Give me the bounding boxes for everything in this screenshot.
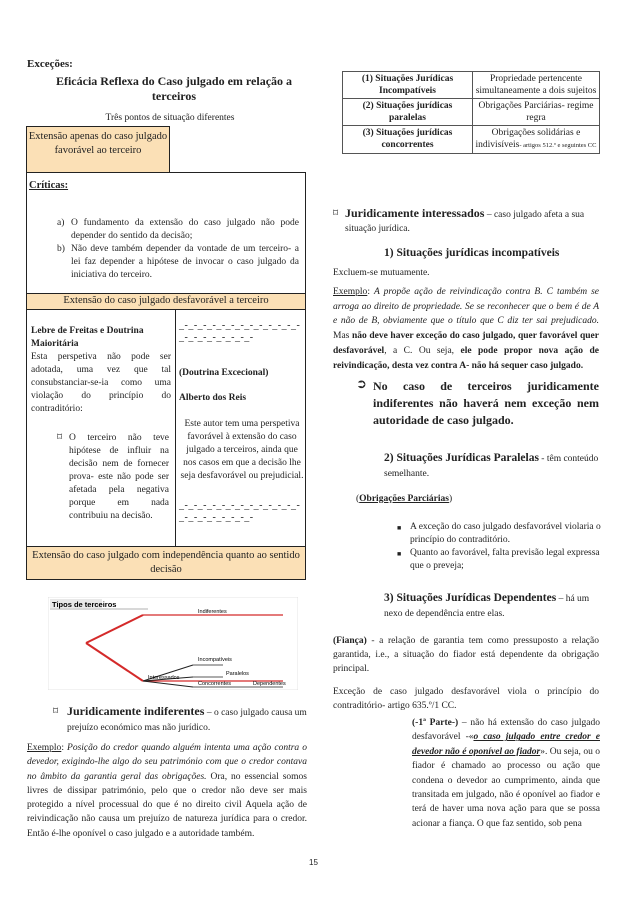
cell-r1c2: Propriedade pertencente simultaneamente a dois sujeitos — [473, 72, 600, 99]
lebre-title: Lebre de Freitas e Doutrina Maioritária — [31, 326, 144, 349]
obrig-par: (Obrigações Parciárias) — [356, 494, 453, 504]
excluem: Excluem-se mutuamente. — [333, 268, 430, 278]
bullet-icon-ji: ⌑ — [53, 706, 59, 717]
crit-a-text: O fundamento da extensão do caso julgado não pode depender do sentido da decisão; — [71, 218, 299, 241]
box-independencia-label: Extensão do caso julgado com independência quanto ao sentido decisão — [32, 550, 300, 575]
doutrina-excecional: (Doutrina Excecional) — [179, 368, 269, 378]
page-number: 15 — [309, 858, 318, 867]
crit-b-text: Não deve também depender da vontade de um terceiro- a lei faz depender a hipótese de invocar o caso julgado da iniciativa do terceiro. — [71, 244, 299, 280]
diagram-l5: Concorrentes — [198, 681, 232, 687]
criticas-box — [26, 172, 306, 294]
crit-b-label: b) — [57, 244, 65, 254]
ex1-label: Exemplo — [333, 287, 368, 297]
parte-1 — [412, 716, 600, 831]
bullet-icon: ⌑ — [57, 432, 63, 443]
table-row — [343, 99, 600, 126]
parte-label: (-1ª Parte-) — [412, 718, 459, 728]
page-title: Eficácia Reflexa do Caso julgado em relação a terceiros — [55, 74, 293, 103]
cell-r3c1: (3) Situações jurídicas concorrentes — [343, 126, 473, 154]
cell-r2c1: (2) Situações jurídicas paralelas — [343, 99, 473, 126]
alberto-dos-reis: Alberto dos Reis — [179, 393, 247, 403]
ex1-text-a: Mas — [333, 331, 352, 342]
fianca-text: - a relação de garantia tem como pressuposto a relação garantida, i.e., a situação do fiador está dependente da obrigação principal. — [333, 636, 599, 674]
ji-label: Juridicamente indiferentes — [67, 704, 205, 718]
dashes-bottom: _-_-_-_-_-_-_-_-_-_-_-_-_-_-_-_-_-_-_-_-_- — [179, 500, 301, 523]
diagram-l2: Incompatíveis — [198, 657, 232, 663]
diagram-svg — [48, 597, 298, 690]
dashes-top: _-_-_-_-_-_-_-_-_-_-_-_-_-_-_-_-_-_-_-_-_- — [179, 320, 301, 343]
diagram-l1: Indiferentes — [198, 609, 227, 615]
parte-text-a: – não há extensão do caso julgado desfavorável -« — [412, 718, 601, 743]
list-item: ■ A exceção do caso julgado desfavorável violaria o princípio do contraditório. — [410, 521, 612, 547]
alberto-text: Este autor tem uma perspetiva favorável à extensão do caso julgado a terceiros, ainda que nos casos em que a decisão lhe seja desfavorável ou prejudicial. — [180, 419, 304, 481]
ji-example: Exemplo: Posição do credor quando alguém intenta uma ação contra o devedor, exigindo-lhe algo do seu património com que o credor contava no âmbito da garantia geral das obrigações. Ora, no essencial somos livres de dissipar património, pelo que o credor não deve ser mais protegido a nível processual do que é no direito civil Aquela ação de reivindicação não causa um prejuízo de natureza jurídica para o credor. Então é-lhe oponível o caso julgado e a autoridade também. — [27, 743, 308, 839]
box-desfavoravel — [26, 294, 306, 310]
h3-label: 3) Situações Jurídicas Dependentes — [384, 592, 557, 604]
criticas-label: Críticas: — [29, 180, 69, 191]
ex1-italic: A propõe ação de reivindicação contra B. C também se arroga ao direito de propriedade. Se se reconhecer que o bem é de A e não de B, obviamente que o título que C diz ter sai prejudicado. — [333, 287, 600, 327]
cell-r3c2-small: - artigos 512.º e seguintes CC — [519, 142, 597, 149]
subtitle: Três pontos de situação diferentes — [105, 113, 235, 123]
tipos-terceiros-diagram — [48, 597, 298, 690]
diagram-title: Tipos de terceiros — [52, 600, 117, 609]
table-divider — [175, 310, 176, 547]
cell-r3c2 — [473, 126, 600, 154]
ji-paragraph — [67, 704, 307, 735]
arrow-icon: ➲ — [356, 377, 367, 392]
box-favoravel — [26, 126, 170, 172]
ji-ex-label: Exemplo — [27, 743, 62, 753]
list-item: ■ Quanto ao favorável, falta previsão legal expressa que o preveja; — [410, 547, 612, 573]
obrig-par-label: Obrigações Parciárias — [359, 494, 449, 504]
excecao: Exceção de caso julgado desfavorável viola o princípio do contraditório- artigo 635.º/1 CC. — [333, 687, 599, 711]
lebre-bullet: O terceiro não teve hipótese de influir na decisão nem de fornecer prova- este não pode ser afetada pela negativa porque em nada contribuiu na decisão. — [69, 433, 169, 521]
ex1-bold-b: ele pode propor nova ação de reivindicação, desta vez contra A- não há sequer caso julgado. — [333, 345, 600, 371]
bullet-icon-jint: ⌑ — [333, 208, 339, 219]
box-independencia — [26, 547, 306, 580]
lebre-text: Esta perspetiva não pode ser adotada, uma vez que tal consubstanciar-se-ia como uma violação do princípio do contraditório: — [31, 352, 171, 414]
h2-text: - têm conteúdo semelhante. — [384, 454, 599, 479]
cell-r2c2: Obrigações Parciárias- regime regra — [473, 99, 600, 126]
cell-r1c1: (1) Situações Jurídicas Incompatíveis — [343, 72, 473, 99]
heading-2 — [384, 451, 600, 481]
exceptions-heading: Exceções: — [27, 58, 73, 70]
fianca — [333, 634, 599, 676]
par-list — [392, 521, 612, 573]
diagram-l6: Dependentes — [253, 681, 286, 687]
jint-paragraph — [345, 206, 603, 236]
ex1-text-b: , a C. Ou seja, — [384, 345, 461, 356]
box-desfavoravel-label: Extensão do caso julgado desfavorável a terceiro — [63, 295, 269, 306]
heading-3 — [384, 591, 600, 621]
h3-text: – há um nexo de dependência entre elas. — [384, 594, 590, 619]
ji-ex-italic: Posição do credor quando alguém intenta uma ação contra o devedor, exigindo-lhe algo do seu património com que o credor contava no âmbito da garantia geral das obrigações. — [27, 743, 308, 782]
jint-label: Juridicamente interessados — [345, 206, 485, 220]
table-row — [343, 72, 600, 99]
situacoes-table — [342, 71, 600, 154]
arrow-text: No caso de terceiros juridicamente indiferentes não haverá nem exceção nem autoridade de caso julgado. — [373, 379, 599, 427]
parte-bold: o caso julgado entre credor e devedor não é oponível ao fiador — [412, 732, 600, 757]
heading-1: 1) Situações jurídicas incompatíveis — [384, 247, 560, 259]
h2-label: 2) Situações Jurídicas Paralelas — [384, 452, 539, 464]
crit-a-label: a) — [57, 218, 65, 228]
ji-text: – o caso julgado causa um prejuízo económico mas não jurídico. — [67, 708, 307, 733]
cell-r3c2-main: Obrigações solidárias e indivisíveis — [475, 128, 581, 150]
parte-text-b: ». Ou seja, ou o fiador é chamado ao processo ou ação que condena o devedor ao cumprimento, ainda que transitada em julgado, não é oponível ao fiador e terá de haver uma nova ação para que se possa acionar a fiança. O que faz sentido, sob pena — [412, 746, 600, 829]
ex1-bold-a: não deve haver exceção do caso julgado, quer favorável quer desfavorável — [333, 331, 599, 356]
fianca-label: (Fiança) — [333, 636, 367, 646]
diagram-l4: Paralelos — [226, 671, 249, 677]
doutrina-table — [26, 310, 306, 547]
box-favoravel-label: Extensão apenas do caso julgado favorável ao terceiro — [28, 131, 168, 156]
jint-text: – caso julgado afeta a sua situação jurídica. — [345, 210, 585, 234]
example-1: Exemplo: A propõe ação de reivindicação contra B. C também se arroga ao direito de propriedade. Se se reconhecer que o bem é de A e não de B, obviamente que o título que C diz ter sai prejudicado. Mas não deve haver exceção do caso julgado, quer favorável quer desfavorável, a C. Ou seja, ele pode propor nova ação de reivindicação, desta vez contra A- não há sequer caso julgado. — [333, 287, 600, 371]
ji-ex-text: Ora, no essencial somos livres de dissipar património, pelo que o credor não deve ser mais protegido a nível processual do que é no direito civil Aquela ação de reivindicação não causa um prejuízo de natureza jurídica para o credor. Então é-lhe oponível o caso julgado e a autoridade também. — [27, 771, 307, 839]
table-row — [343, 126, 600, 154]
diagram-l3: Interessados — [148, 675, 180, 681]
